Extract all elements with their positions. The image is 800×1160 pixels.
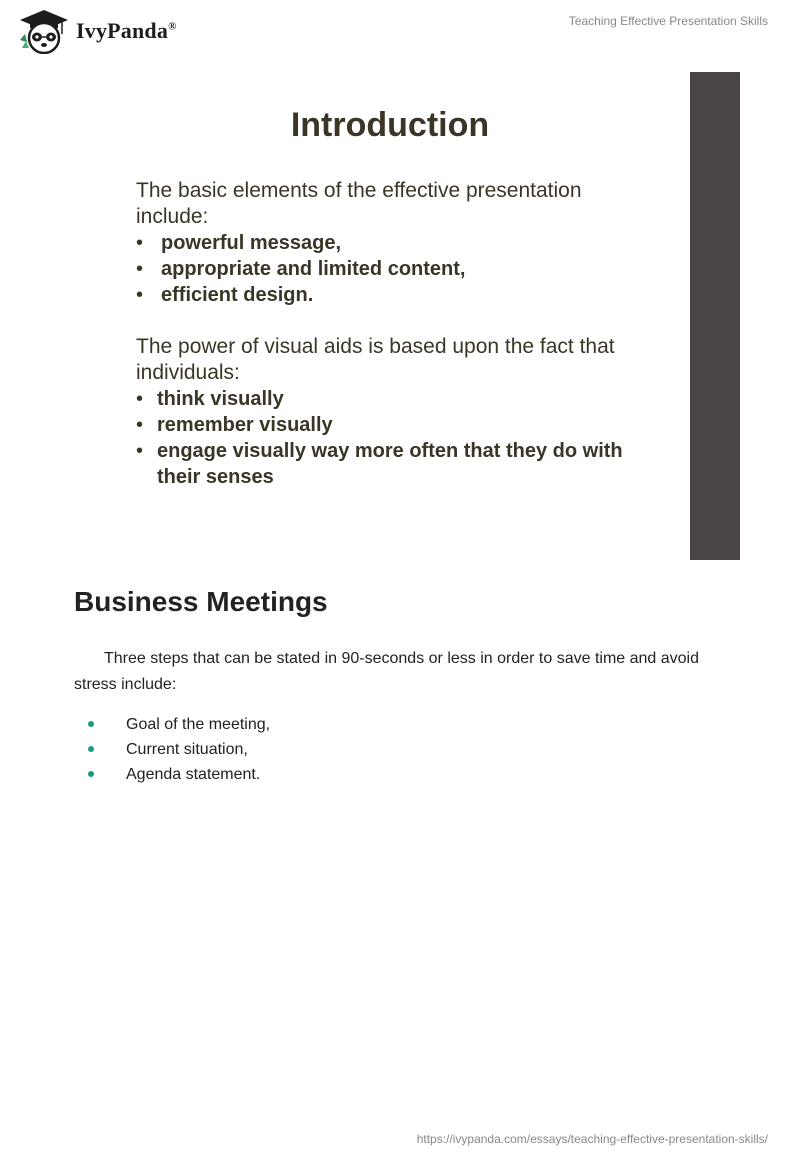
slide-intro-1: The basic elements of the effective presentation include: (136, 179, 582, 228)
section-bullet-list (74, 712, 270, 787)
ivypanda-logo[interactable] (16, 8, 177, 54)
footer-url-link[interactable]: https://ivypanda.com/essays/teaching-effective-presentation-skills/ (416, 1132, 768, 1146)
list-item: Goal of the meeting, (74, 712, 270, 737)
list-item: Current situation, (74, 737, 270, 762)
section-paragraph: Three steps that can be stated in 90-seconds or less in order to save time and avoid stress include: (74, 650, 699, 693)
slide-list-2 (136, 386, 656, 490)
page-header (0, 0, 800, 60)
slide-list-item: • engage visually way more often that they do with their senses (136, 440, 623, 488)
bullet-icon (88, 721, 94, 727)
slide-list-item: • think visually (136, 388, 284, 410)
slide-list-item: • appropriate and limited content, (136, 258, 466, 280)
slide-list-item: • efficient design. (136, 284, 314, 306)
slide-list-item: • remember visually (136, 414, 333, 436)
brand-name: IvyPanda® (76, 18, 177, 43)
section-heading: Business Meetings (74, 586, 328, 617)
slide-intro-2: The power of visual aids is based upon the fact that individuals: (136, 335, 615, 384)
panda-icon (16, 8, 72, 54)
slide-body (136, 178, 656, 490)
bullet-icon (88, 746, 94, 752)
slide-title: Introduction (290, 106, 490, 144)
list-item: Agenda statement. (74, 762, 270, 787)
slide-list-1 (136, 230, 656, 308)
document-title: Teaching Effective Presentation Skills (568, 14, 768, 28)
slide-side-bar (690, 72, 740, 560)
slide-image (60, 72, 740, 560)
slide-list-item: • powerful message, (136, 232, 342, 254)
bullet-icon (88, 771, 94, 777)
